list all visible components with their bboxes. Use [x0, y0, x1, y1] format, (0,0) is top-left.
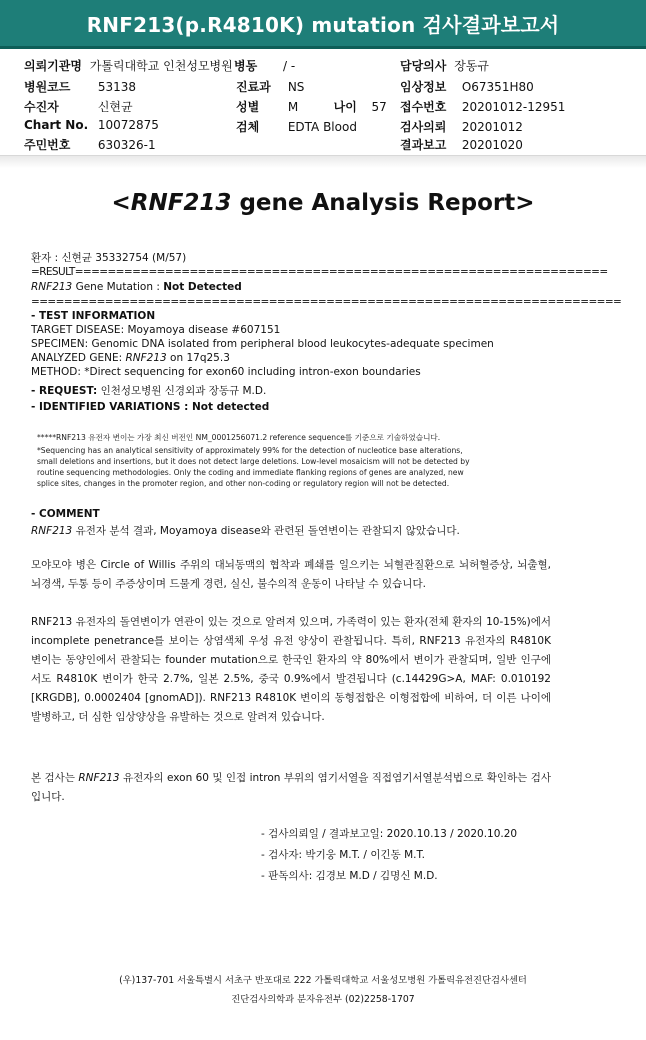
clinical-field	[400, 78, 534, 95]
id-label: 주민번호	[24, 138, 71, 152]
hosp-code-value: 53138	[97, 80, 137, 94]
comment-paragraph-3	[31, 769, 551, 807]
sex-value: M	[287, 100, 299, 114]
ward-value: / -	[283, 59, 296, 73]
specimen-label: 검체	[236, 120, 260, 134]
analyzed-gene-name: RNF213	[125, 352, 167, 364]
mutation-line	[31, 281, 242, 293]
request-line	[31, 383, 266, 398]
method-line: METHOD: *Direct sequencing for exon60 including intron-exon boundaries	[31, 366, 421, 378]
mutation-result: Not Detected	[163, 281, 242, 293]
analyzed-gene-line	[31, 352, 230, 364]
req-date-field	[400, 118, 523, 135]
test-info-header: - TEST INFORMATION	[31, 310, 156, 322]
dept-field	[236, 78, 304, 95]
para3-prefix: 본 검사는	[31, 772, 79, 784]
title-rest: gene Analysis Report>	[231, 190, 535, 216]
doctor-label: 담당의사	[400, 59, 447, 73]
note-line-3: small deletions and insertions, but it does not detect large deletions. Low-level mosaicism will not be detected by	[37, 457, 470, 466]
clinical-value: O67351H80	[461, 80, 534, 94]
id-value: 630326-1	[97, 138, 156, 152]
doctor-field	[400, 57, 489, 74]
req-org-value: 가톨릭대학교 인천성모병원	[89, 59, 233, 73]
dept-value: NS	[287, 80, 305, 94]
specimen-value: EDTA Blood	[287, 120, 357, 134]
patient-value: 신현균	[97, 100, 133, 114]
header-row-1	[24, 57, 233, 74]
footer-address: (우)137-701 서울특별시 서초구 반포대로 222 가톨릭대학교 서울성모병원 가톨릭유전진단검사센터	[119, 975, 527, 986]
note-line-4: routine sequencing methodologies. Only the coding and immediate flanking regions of genes are analyzed, new	[37, 468, 464, 477]
patient-label: 수진자	[24, 100, 59, 114]
patient-line: 환자 : 신현균 35332754 (M/57)	[31, 252, 187, 264]
header-separator	[0, 155, 646, 168]
req-date-label: 검사의뢰	[400, 120, 447, 134]
result-line: =RESULT=================================================================	[31, 266, 608, 278]
hosp-code-label: 병원코드	[24, 80, 71, 94]
ward-label: 병동	[234, 59, 258, 73]
req-date-value: 20201012	[461, 120, 523, 134]
req-org-label: 의뢰기관명	[24, 59, 82, 73]
doctor-value: 장동규	[454, 59, 489, 73]
sex-label: 성별	[236, 100, 260, 114]
receipt-field	[400, 98, 565, 115]
request-label: - REQUEST:	[31, 385, 98, 397]
ward-field	[234, 57, 295, 74]
hosp-code-field	[24, 78, 136, 95]
comment-header: - COMMENT	[31, 508, 100, 520]
chart-label: Chart No.	[24, 118, 89, 132]
sex-age-field	[236, 98, 387, 115]
chart-value: 10072875	[97, 118, 159, 132]
mutation-gene: RNF213	[31, 281, 73, 293]
mutation-text: Gene Mutation :	[72, 281, 164, 293]
title-prefix: <	[111, 190, 131, 216]
report-title-bar	[0, 0, 646, 49]
request-value: 인천성모병원 신경외과 장동규 M.D.	[97, 385, 267, 397]
comment-paragraph-1: 모야모야 병은 Circle of Willis 주위의 대뇌동맥의 협착과 폐쇄를 일으키는 뇌혈관질환으로 뇌허혈증상, 뇌출혈, 뇌경색, 두통 등이 주증상이며 드물게 경련, 실신, 불수의적 운동이 나타날 수 있습니다.	[31, 559, 551, 590]
analyzed-gene-suffix: on 17q25.3	[166, 352, 230, 364]
title-gene: RNF213	[130, 190, 232, 216]
sign-dates: - 검사의뢰일 / 결과보고일: 2020.10.13 / 2020.10.20	[261, 828, 518, 840]
receipt-label: 접수번호	[400, 100, 447, 114]
note-line-1: *****RNF213 유전자 변이는 가장 최신 버전인 NM_0001256071.2 reference sequence를 기준으로 기술하였습니다.	[37, 433, 441, 442]
age-label: 나이	[333, 100, 357, 114]
target-disease: TARGET DISEASE: Moyamoya disease #607151	[31, 324, 281, 336]
note-line-5: splice sites, changes in the promoter region, and other non-coding or regulatory region will not be detected.	[37, 479, 450, 488]
footer-department: 진단검사의학과 분자유전부 (02)2258-1707	[231, 994, 415, 1005]
para3-gene: RNF213	[78, 772, 120, 784]
para3-suffix: 유전자의 exon 60 및 인접 intron 부위의 염기서열을 직접염기서열분석법으로 확인하는 검사입니다.	[31, 772, 552, 803]
report-date-label: 결과보고	[400, 138, 447, 152]
sign-doctors: - 판독의사: 김경보 M.D / 김명신 M.D.	[261, 870, 438, 882]
result-divider: ========================================================================	[31, 296, 622, 308]
age-value: 57	[371, 100, 387, 114]
comment-paragraph-2: RNF213 유전자의 돌연변이가 연관이 있는 것으로 알려져 있으며, 가족력이 있는 환자(전체 환자의 10-15%)에서 incomplete penetrance를 보이는 상염색체 우성 유전 양상이 관찰됩니다. 특히, RNF213 유전자의 R4810K 변이는 동양인에서 관찰되는 founder mutation으로 한국인 환자의 약 80%에서 변이가 관찰되며, 일반 인구에서도 R4810K 변이가 한국 2.7%, 일본 2.5%, 중국 0.9%에서 발견됩니다 (c.14429G>A, MAF: 0.010192 [KRGDB], 0.0002404 [gnomAD]). RNF213 R4810K 변이의 동형접합은 이형접합에 비하여, 더 이른 나이에 발병하고, 더 심한 임상양상을 유발하는 것으로 알려져 있습니다.	[31, 616, 551, 723]
analyzed-gene-prefix: ANALYZED GENE:	[31, 352, 126, 364]
analysis-report-title	[0, 190, 646, 216]
dept-label: 진료과	[236, 80, 271, 94]
patient-field	[24, 98, 133, 115]
receipt-value: 20201012-12951	[461, 100, 566, 114]
sign-testers: - 검사자: 박기웅 M.T. / 이긴동 M.T.	[261, 849, 425, 861]
report-date-field	[400, 136, 523, 153]
comment-first-line	[31, 523, 460, 538]
specimen-field	[236, 118, 357, 135]
clinical-label: 임상정보	[400, 80, 447, 94]
chart-field	[24, 118, 159, 132]
report-title: RNF213(p.R4810K) mutation 검사결과보고서	[86, 13, 560, 37]
specimen-line: SPECIMEN: Genomic DNA isolated from peripheral blood leukocytes-adequate specimen	[31, 338, 494, 350]
note-line-2: *Sequencing has an analytical sensitivity of approximately 99% for the detection of nucleotice base alterations,	[37, 446, 463, 455]
comment-first-text: 유전자 분석 결과, Moyamoya disease와 관련된 돌연변이는 관찰되지 않았습니다.	[72, 525, 460, 537]
identified-variations: - IDENTIFIED VARIATIONS : Not detected	[31, 401, 270, 413]
comment-gene: RNF213	[31, 525, 73, 537]
id-field	[24, 136, 156, 153]
report-date-value: 20201020	[461, 138, 523, 152]
